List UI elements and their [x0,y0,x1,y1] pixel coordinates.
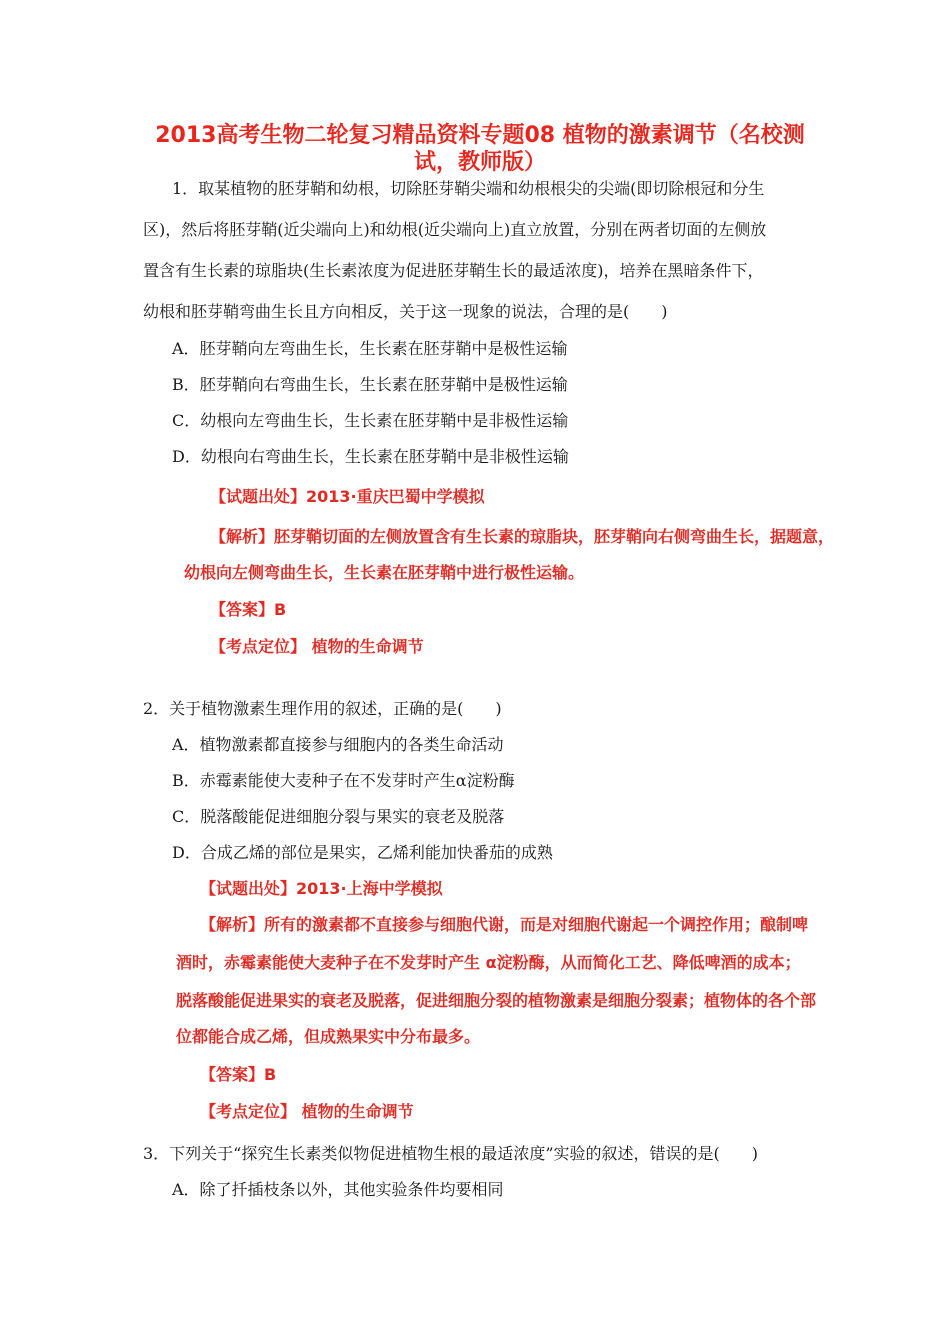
q1-stem-line-3: 置含有生长素的琼脂块(生长素浓度为促进胚芽鞘生长的最适浓度)，培养在黑暗条件下， [143,261,764,280]
q1-answer: 【答案】B [210,600,287,619]
q2-stem: 2．关于植物激素生理作用的叙述，正确的是( ) [143,699,502,718]
q2-topic: 【考点定位】 植物的生命调节 [200,1102,414,1121]
q1-option-d: D．幼根向右弯曲生长，生长素在胚芽鞘中是非极性运输 [172,447,569,466]
q1-stem-line-4: 幼根和胚芽鞘弯曲生长且方向相反，关于这一现象的说法，合理的是( ) [143,302,668,321]
q2-analysis-line-1: 【解析】所有的激素都不直接参与细胞代谢，而是对细胞代谢起一个调控作用；酿制啤 [200,915,809,934]
q2-answer: 【答案】B [200,1065,277,1084]
document-title-line-2: 试，教师版） [413,150,546,175]
q2-analysis-line-2: 酒时，赤霉素能使大麦种子在不发芽时产生 α淀粉酶，从而简化工艺、降低啤酒的成本； [176,953,801,972]
q2-option-a: A．植物激素都直接参与细胞内的各类生命活动 [172,735,504,754]
q2-option-c: C．脱落酸能促进细胞分裂与果实的衰老及脱落 [172,807,505,826]
document-title-line-1: 2013高考生物二轮复习精品资料专题08 植物的激素调节（名校测 [155,123,805,148]
q2-analysis-line-3: 脱落酸能促进果实的衰老及脱落，促进细胞分裂的植物激素是细胞分裂素；植物体的各个部 [176,991,817,1010]
q1-analysis-line-2: 幼根向左侧弯曲生长，生长素在胚芽鞘中进行极性运输。 [184,563,585,582]
q1-analysis-line-1: 【解析】胚芽鞘切面的左侧放置含有生长素的琼脂块，胚芽鞘向右侧弯曲生长，据题意， [210,527,835,546]
q1-stem-line-2: 区)，然后将胚芽鞘(近尖端向上)和幼根(近尖端向上)直立放置，分别在两者切面的左侧放 [143,220,767,239]
q2-source: 【试题出处】2013·上海中学模拟 [200,879,443,898]
q2-option-d: D．合成乙烯的部位是果实，乙烯利能加快番茄的成熟 [172,843,553,862]
q1-option-a: A．胚芽鞘向左弯曲生长，生长素在胚芽鞘中是极性运输 [172,339,568,358]
q3-stem: 3．下列关于“探究生长素类似物促进植物生根的最适浓度”实验的叙述，错误的是( ) [143,1144,759,1163]
q1-option-c: C．幼根向左弯曲生长，生长素在胚芽鞘中是非极性运输 [172,411,569,430]
q1-source: 【试题出处】2013·重庆巴蜀中学模拟 [210,487,485,506]
q1-topic: 【考点定位】 植物的生命调节 [210,637,424,656]
q1-stem-line-1: 1．取某植物的胚芽鞘和幼根，切除胚芽鞘尖端和幼根根尖的尖端(即切除根冠和分生 [172,179,765,198]
q2-analysis-line-4: 位都能合成乙烯，但成熟果实中分布最多。 [176,1027,481,1046]
q3-option-a: A．除了扦插枝条以外，其他实验条件均要相同 [172,1180,504,1199]
q2-option-b: B．赤霉素能使大麦种子在不发芽时产生α淀粉酶 [172,771,515,790]
q1-option-b: B．胚芽鞘向右弯曲生长，生长素在胚芽鞘中是极性运输 [172,375,568,394]
